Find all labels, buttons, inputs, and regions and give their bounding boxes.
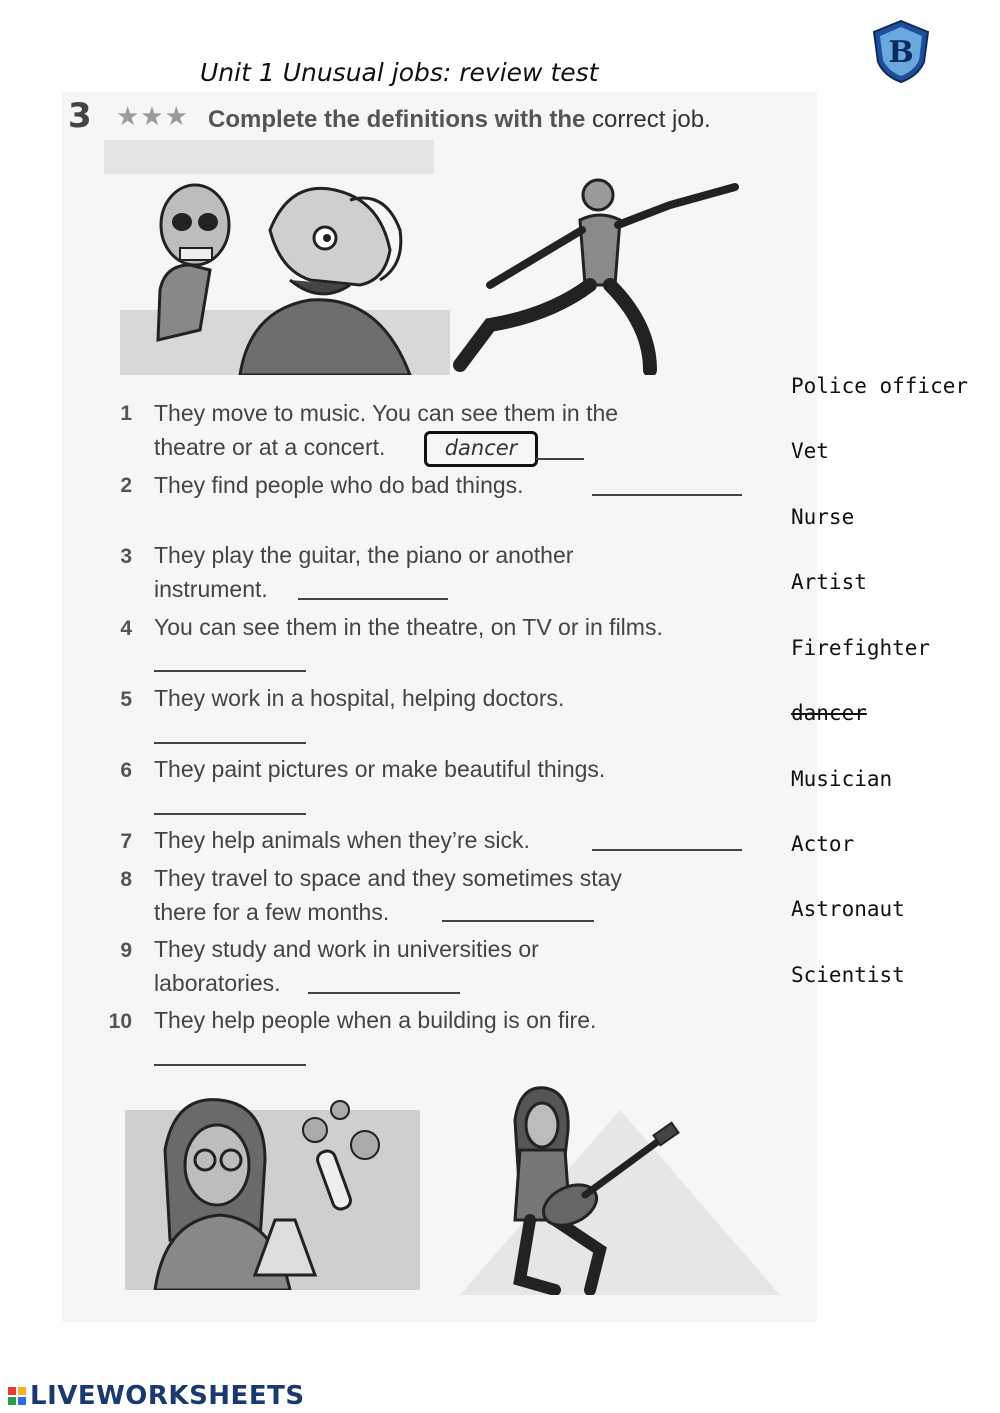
exercise-number: 3 — [68, 96, 92, 136]
question-text: They move to music. You can see them in the — [154, 400, 619, 426]
answer-blank[interactable] — [154, 670, 306, 672]
question-number: 1 — [120, 402, 132, 425]
scientist-illustration — [125, 1090, 420, 1290]
dancer-illustration — [450, 175, 750, 375]
question-number: 9 — [120, 939, 132, 962]
question-number: 7 — [120, 830, 132, 853]
word-bank-item[interactable]: Actor — [791, 832, 855, 856]
actor-with-skull-illustration — [120, 170, 450, 375]
word-bank-item[interactable]: Nurse — [791, 505, 855, 529]
answer-blank[interactable] — [308, 992, 460, 994]
question-text: They work in a hospital, helping doctors. — [154, 685, 565, 711]
question-text: They play the guitar, the piano or another — [154, 542, 574, 568]
example-answer-box: dancer — [424, 431, 538, 467]
question-number: 10 — [108, 1010, 132, 1033]
guitarist-illustration — [460, 1080, 780, 1295]
question-number: 3 — [120, 545, 132, 568]
question-text: They paint pictures or make beautiful things. — [154, 756, 606, 782]
school-shield-logo — [868, 18, 934, 84]
question-number: 4 — [120, 617, 132, 640]
grey-bar — [104, 140, 434, 174]
question-text: They help animals when they’re sick. — [154, 827, 530, 853]
question-text: theatre or at a concert. — [154, 434, 386, 460]
word-bank-item[interactable]: Police officer — [791, 374, 969, 398]
question-number: 5 — [120, 688, 132, 711]
question-text: They find people who do bad things. — [154, 472, 524, 498]
question-text: They study and work in universities or — [154, 936, 539, 962]
question-number: 2 — [120, 474, 132, 497]
question-text: laboratories. — [154, 970, 281, 996]
word-bank-item[interactable]: Firefighter — [791, 636, 931, 660]
word-bank-item[interactable]: Artist — [791, 570, 867, 594]
answer-blank[interactable] — [154, 1064, 306, 1066]
liveworksheets-logo[interactable] — [8, 1381, 305, 1411]
word-bank-item-used[interactable]: dancer — [791, 701, 867, 725]
question-text: They travel to space and they sometimes stay — [154, 865, 622, 891]
question-text: They help people when a building is on fire. — [154, 1007, 597, 1033]
word-bank-item[interactable]: Vet — [791, 439, 829, 463]
word-bank-item[interactable]: Astronaut — [791, 897, 905, 921]
word-bank-item[interactable]: Scientist — [791, 963, 905, 987]
instruction-rest: correct job. — [585, 106, 711, 133]
word-bank-item[interactable]: Musician — [791, 767, 893, 791]
worksheet-title: Unit 1 Unusual jobs: review test — [200, 58, 599, 87]
question-number: 8 — [120, 868, 132, 891]
answer-blank[interactable] — [154, 742, 306, 744]
brand-text: LIVEWORKSHEETS — [30, 1381, 305, 1411]
liveworksheets-icon — [8, 1387, 26, 1405]
answer-blank[interactable] — [154, 813, 306, 815]
question-text: You can see them in the theatre, on TV or in films. — [154, 614, 663, 640]
answer-blank[interactable] — [536, 458, 584, 460]
exercise-instruction — [208, 106, 711, 134]
answer-blank[interactable] — [298, 598, 448, 600]
answer-blank[interactable] — [592, 494, 742, 496]
answer-blank[interactable] — [592, 849, 742, 851]
svg-text:B: B — [888, 35, 914, 70]
difficulty-stars: ★★★ — [116, 102, 189, 132]
question-text: there for a few months. — [154, 899, 390, 925]
instruction-bold: Complete the definitions with the — [208, 106, 586, 133]
question-number: 6 — [120, 759, 132, 782]
question-text: instrument. — [154, 576, 268, 602]
answer-blank[interactable] — [442, 920, 594, 922]
